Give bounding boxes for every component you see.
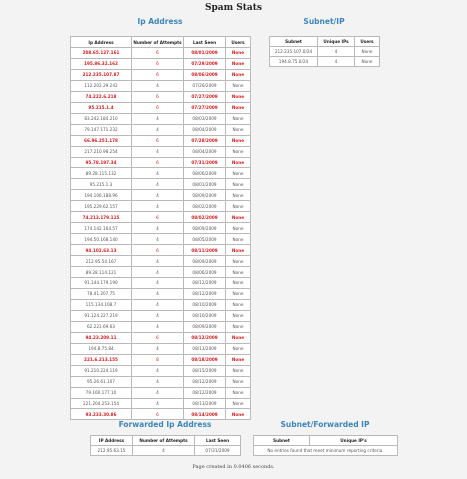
attempts-cell: 4 <box>132 201 184 212</box>
ip-address-cell: 112.202.29.242 <box>71 80 132 91</box>
users-cell: None <box>355 47 380 57</box>
ip-address-cell: 115.134.108.7 <box>71 299 132 310</box>
last-seen-cell: 08/13/2009 <box>184 398 226 409</box>
forwarded-ip-section-title: Forwarded Ip Address <box>118 420 212 429</box>
column-header-last-seen: Last Seen <box>184 37 226 48</box>
ip-address-table <box>70 36 251 420</box>
attempts-cell: 8 <box>132 354 184 365</box>
ip-address-cell: 93.233.30.86 <box>71 409 132 420</box>
ip-address-cell: 221.6.213.155 <box>71 354 132 365</box>
last-seen-cell: 07/27/2009 <box>184 91 226 102</box>
table-row <box>71 245 251 256</box>
table-row <box>270 47 380 57</box>
attempts-cell: 4 <box>132 179 184 190</box>
last-seen-cell: 08/03/2009 <box>184 113 226 124</box>
ip-address-cell: 217.210.98.254 <box>71 146 132 157</box>
table-row <box>71 91 251 102</box>
attempts-cell: 6 <box>132 91 184 102</box>
table-row <box>71 201 251 212</box>
last-seen-cell: 07/27/2009 <box>184 102 226 113</box>
attempts-cell: 6 <box>132 69 184 80</box>
users-cell: None <box>226 234 251 245</box>
subnet-cell: 194.8.75.0/24 <box>270 57 318 67</box>
table-row <box>71 387 251 398</box>
table-row <box>71 288 251 299</box>
table-row <box>71 365 251 376</box>
attempts-cell: 4 <box>132 168 184 179</box>
page-title: Spam Stats <box>205 3 262 13</box>
users-cell: None <box>226 354 251 365</box>
ip-address-cell: 208.65.127.161 <box>71 48 132 59</box>
ip-table-header-row <box>71 37 251 48</box>
users-cell: None <box>226 58 251 69</box>
attempts-cell: 4 <box>132 321 184 332</box>
last-seen-cell: 08/12/2009 <box>184 387 226 398</box>
ip-address-cell: 94.102.63.13 <box>71 245 132 256</box>
subnet-section-title: Subnet/IP <box>303 17 345 26</box>
ip-address-section-title: Ip Address <box>137 17 183 26</box>
table-row <box>71 409 251 420</box>
users-cell: None <box>226 343 251 354</box>
users-cell: None <box>226 69 251 80</box>
users-cell: None <box>226 299 251 310</box>
ip-address-cell: 195.86.32.162 <box>71 58 132 69</box>
ip-address-cell: 194.106.188.96 <box>71 190 132 201</box>
attempts-cell: 6 <box>132 135 184 146</box>
attempts-cell: 4 <box>132 113 184 124</box>
empty-row <box>254 446 398 456</box>
attempts-cell: 4 <box>132 146 184 157</box>
attempts-cell: 6 <box>132 48 184 59</box>
column-header-fwd-subnet: Subnet <box>254 436 310 446</box>
table-row <box>71 354 251 365</box>
table-row <box>71 102 251 113</box>
users-cell: None <box>226 91 251 102</box>
last-seen-cell: 08/06/2009 <box>184 267 226 278</box>
users-cell: None <box>226 190 251 201</box>
ip-address-cell: 74.222.6.218 <box>71 91 132 102</box>
table-row <box>71 190 251 201</box>
attempts-cell: 4 <box>132 299 184 310</box>
last-seen-cell: 08/12/2009 <box>184 278 226 289</box>
ip-address-cell: 78.41.207.75 <box>71 288 132 299</box>
ip-address-cell: 95.215.1.3 <box>71 179 132 190</box>
users-cell: None <box>226 168 251 179</box>
last-seen-cell: 08/12/2009 <box>184 288 226 299</box>
column-header-users: Users <box>226 37 251 48</box>
table-row <box>71 321 251 332</box>
column-header-subnet: Subnet <box>270 37 318 47</box>
attempts-cell: 4 <box>132 310 184 321</box>
last-seen-cell: 07/26/2009 <box>184 80 226 91</box>
ip-address-cell: 89.28.114.121 <box>71 267 132 278</box>
last-seen-cell: 08/18/2009 <box>184 354 226 365</box>
last-seen-cell: 08/09/2009 <box>184 223 226 234</box>
users-cell: None <box>226 201 251 212</box>
last-seen-cell: 07/31/2009 <box>184 157 226 168</box>
attempts-cell: 6 <box>132 58 184 69</box>
users-cell: None <box>226 409 251 420</box>
ip-address-cell: 83.242.184.210 <box>71 113 132 124</box>
subnet-cell: 212.235.107.0/24 <box>270 47 318 57</box>
attempts-cell: 4 <box>132 343 184 354</box>
table-row <box>71 168 251 179</box>
table-row <box>71 376 251 387</box>
table-row <box>71 343 251 354</box>
table-row <box>71 80 251 91</box>
attempts-cell: 6 <box>132 157 184 168</box>
table-row <box>71 234 251 245</box>
table-row <box>71 332 251 343</box>
unique-ips-cell: 4 <box>318 57 355 67</box>
attempts-cell: 4 <box>132 267 184 278</box>
attempts-cell: 4 <box>132 80 184 91</box>
table-row <box>71 398 251 409</box>
ip-address-cell: 194.8.75.84 <box>71 343 132 354</box>
subnet-table-header-row <box>270 37 380 47</box>
subnet-forwarded-table <box>253 435 398 456</box>
last-seen-cell: 08/04/2009 <box>184 124 226 135</box>
table-row <box>71 113 251 124</box>
subnet-table <box>269 36 380 67</box>
users-cell: None <box>226 102 251 113</box>
table-row <box>71 48 251 59</box>
attempts-cell: 4 <box>133 446 195 456</box>
users-cell: None <box>226 376 251 387</box>
attempts-cell: 4 <box>132 288 184 299</box>
subnet-forwarded-header-row <box>254 436 398 446</box>
last-seen-cell: 08/06/2009 <box>184 168 226 179</box>
table-row <box>71 223 251 234</box>
empty-message: No entries found that meet minimum reporting criteria. <box>254 446 398 456</box>
last-seen-cell: 08/09/2009 <box>184 190 226 201</box>
last-seen-cell: 08/02/2009 <box>184 201 226 212</box>
page-footer: Page created in 0.0406 seconds. <box>192 464 275 470</box>
users-cell: None <box>226 387 251 398</box>
last-seen-cell: 08/01/2009 <box>184 179 226 190</box>
ip-address-cell: 174.142.164.57 <box>71 223 132 234</box>
ip-address-cell: 91.144.179.190 <box>71 278 132 289</box>
users-cell: None <box>226 310 251 321</box>
ip-address-cell: 194.50.168.140 <box>71 234 132 245</box>
table-row <box>71 299 251 310</box>
table-row <box>91 446 241 456</box>
table-row <box>71 267 251 278</box>
users-cell: None <box>226 245 251 256</box>
table-row <box>71 135 251 146</box>
last-seen-cell: 08/02/2009 <box>184 212 226 223</box>
ip-address-cell: 195.229.62.157 <box>71 201 132 212</box>
users-cell: None <box>355 57 380 67</box>
last-seen-cell: 08/11/2009 <box>184 245 226 256</box>
table-row <box>71 157 251 168</box>
last-seen-cell: 08/09/2009 <box>184 256 226 267</box>
ip-address-cell: 95.215.1.4 <box>71 102 132 113</box>
users-cell: None <box>226 212 251 223</box>
users-cell: None <box>226 157 251 168</box>
ip-address-cell: 212.235.107.87 <box>71 69 132 80</box>
last-seen-cell: 08/05/2009 <box>184 234 226 245</box>
table-row <box>71 124 251 135</box>
attempts-cell: 4 <box>132 190 184 201</box>
attempts-cell: 6 <box>132 245 184 256</box>
attempts-cell: 6 <box>132 332 184 343</box>
table-row <box>71 310 251 321</box>
ip-address-cell: 79.160.177.10 <box>71 387 132 398</box>
users-cell: None <box>226 179 251 190</box>
users-cell: None <box>226 135 251 146</box>
unique-ips-cell: 4 <box>318 47 355 57</box>
last-seen-cell: 08/15/2009 <box>184 365 226 376</box>
users-cell: None <box>226 256 251 267</box>
last-seen-cell: 08/10/2009 <box>184 299 226 310</box>
table-row <box>71 146 251 157</box>
last-seen-cell: 08/04/2009 <box>184 146 226 157</box>
table-row <box>270 57 380 67</box>
attempts-cell: 4 <box>132 256 184 267</box>
column-header-forwarded-attempts: Number of Attempts <box>133 436 195 446</box>
last-seen-cell: 08/01/2009 <box>184 48 226 59</box>
last-seen-cell: 07/28/2009 <box>184 135 226 146</box>
users-cell: None <box>226 48 251 59</box>
last-seen-cell: 08/13/2009 <box>184 343 226 354</box>
attempts-cell: 6 <box>132 102 184 113</box>
attempts-cell: 4 <box>132 124 184 135</box>
table-row <box>71 179 251 190</box>
attempts-cell: 6 <box>132 212 184 223</box>
users-cell: None <box>226 398 251 409</box>
forwarded-ip-cell: 212.95.63.15 <box>91 446 133 456</box>
attempts-cell: 4 <box>132 278 184 289</box>
attempts-cell: 4 <box>132 387 184 398</box>
users-cell: None <box>226 113 251 124</box>
last-seen-cell: 07/29/2009 <box>184 58 226 69</box>
last-seen-cell: 08/06/2009 <box>184 69 226 80</box>
ip-address-cell: 212.95.54.167 <box>71 256 132 267</box>
table-row <box>71 58 251 69</box>
users-cell: None <box>226 124 251 135</box>
column-header-forwarded-ip: IP Address <box>91 436 133 446</box>
attempts-cell: 4 <box>132 234 184 245</box>
last-seen-cell: 07/31/2009 <box>195 446 241 456</box>
column-header-unique-ips: Unique IPs <box>318 37 355 47</box>
attempts-cell: 4 <box>132 365 184 376</box>
table-row <box>71 69 251 80</box>
column-header-attempts: Number of Attempts <box>132 37 184 48</box>
forwarded-ip-table <box>90 435 241 456</box>
last-seen-cell: 08/14/2009 <box>184 409 226 420</box>
table-row <box>71 278 251 289</box>
table-row <box>71 256 251 267</box>
users-cell: None <box>226 321 251 332</box>
users-cell: None <box>226 223 251 234</box>
ip-address-cell: 62.221.69.63 <box>71 321 132 332</box>
last-seen-cell: 08/12/2009 <box>184 332 226 343</box>
ip-address-cell: 79.147.171.232 <box>71 124 132 135</box>
attempts-cell: 4 <box>132 398 184 409</box>
users-cell: None <box>226 365 251 376</box>
ip-address-cell: 91.124.227.219 <box>71 310 132 321</box>
ip-address-cell: 89.28.115.132 <box>71 168 132 179</box>
ip-address-cell: 95.26.61.107 <box>71 376 132 387</box>
table-row <box>71 212 251 223</box>
attempts-cell: 6 <box>132 409 184 420</box>
ip-address-cell: 95.78.197.34 <box>71 157 132 168</box>
last-seen-cell: 08/09/2009 <box>184 321 226 332</box>
users-cell: None <box>226 332 251 343</box>
column-header-subnet-users: Users <box>355 37 380 47</box>
users-cell: None <box>226 267 251 278</box>
ip-address-cell: 221.204.253.154 <box>71 398 132 409</box>
ip-address-cell: 91.210.224.119 <box>71 365 132 376</box>
column-header-forwarded-last-seen: Last Seen <box>195 436 241 446</box>
last-seen-cell: 08/12/2009 <box>184 376 226 387</box>
attempts-cell: 4 <box>132 223 184 234</box>
ip-address-cell: 66.96.251.178 <box>71 135 132 146</box>
users-cell: None <box>226 80 251 91</box>
users-cell: None <box>226 278 251 289</box>
subnet-forwarded-section-title: Subnet/Forwarded IP <box>280 420 370 429</box>
column-header-ip: Ip Address <box>71 37 132 48</box>
last-seen-cell: 08/10/2009 <box>184 310 226 321</box>
users-cell: None <box>226 288 251 299</box>
users-cell: None <box>226 146 251 157</box>
forwarded-table-header-row <box>91 436 241 446</box>
attempts-cell: 4 <box>132 376 184 387</box>
ip-address-cell: 94.23.209.11 <box>71 332 132 343</box>
ip-address-cell: 74.213.179.115 <box>71 212 132 223</box>
column-header-fwd-unique-ips: Unique IP's <box>310 436 398 446</box>
